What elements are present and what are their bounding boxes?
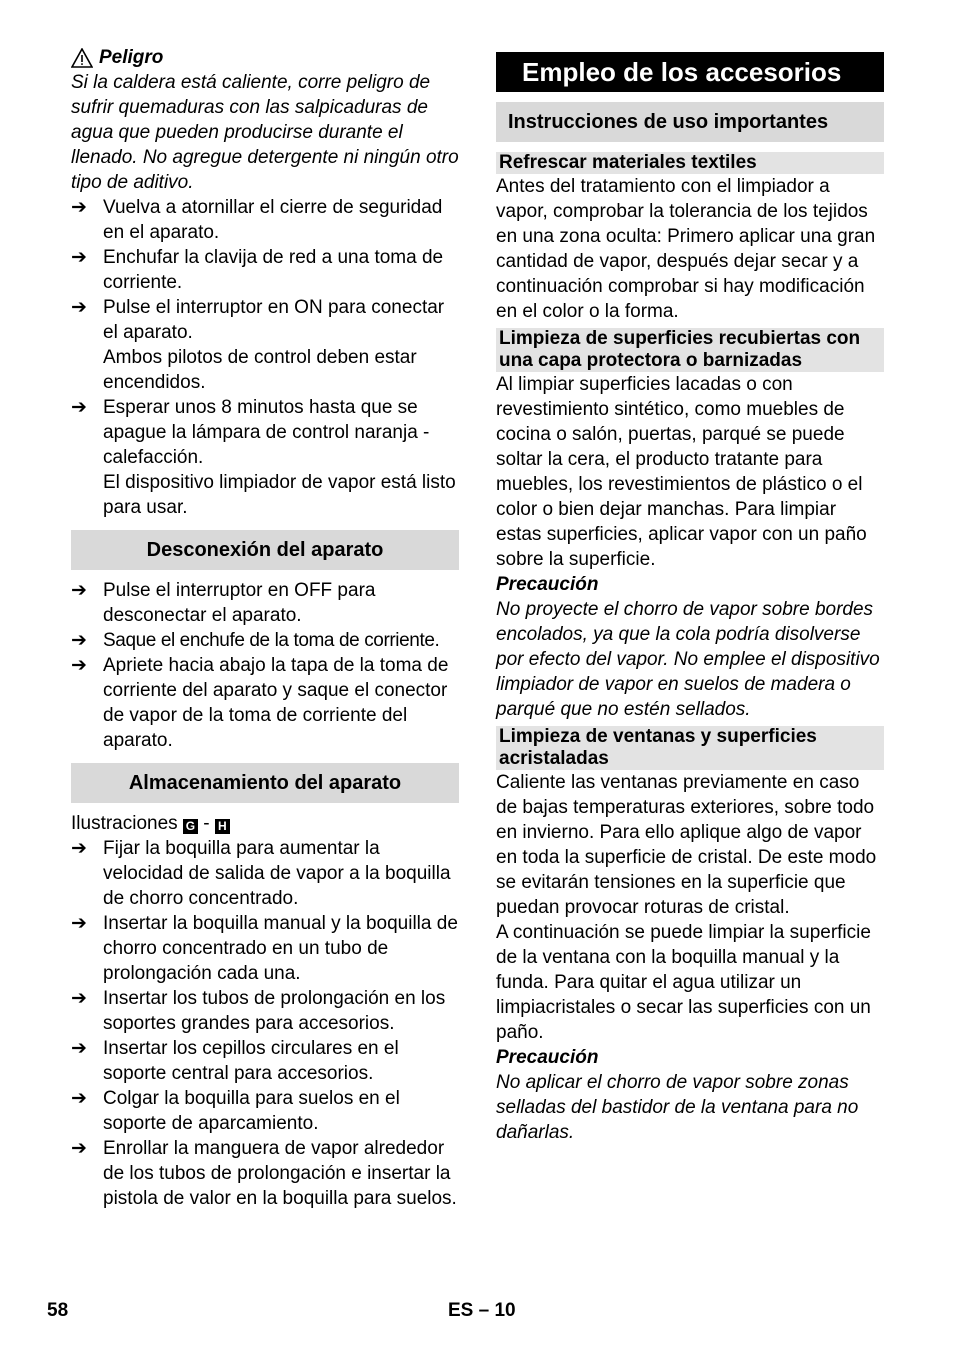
list-item: [71, 653, 459, 753]
arrow-right-icon: ➔: [71, 913, 87, 934]
arrow-right-icon: ➔: [71, 655, 87, 676]
warning-title: Peligro: [99, 47, 164, 68]
list-item: [71, 1036, 459, 1086]
step-text: Saque el enchufe de la toma de corriente.: [103, 630, 440, 651]
caution-text: No aplicar el chorro de vapor sobre zonas selladas del bastidor de la ventana para no dañarlas.: [496, 1072, 859, 1143]
arrow-right-icon: ➔: [71, 297, 87, 318]
step-text: Vuelva a atornillar el cierre de seguridad en el aparato.: [103, 197, 443, 243]
arrow-right-icon: ➔: [71, 197, 87, 218]
list-item: [71, 578, 459, 628]
caution-title: Precaución: [496, 574, 599, 595]
step-text: Pulse el interruptor en ON para conectar el aparato.: [103, 297, 445, 343]
step-text: Colgar la boquilla para suelos en el soporte de aparcamiento.: [103, 1088, 400, 1134]
list-item: [71, 1086, 459, 1136]
arrow-right-icon: ➔: [71, 1038, 87, 1059]
subheading-textiles: Refrescar materiales textiles: [496, 152, 884, 174]
list-item: [71, 245, 459, 295]
section-heading-storage: Almacenamiento del aparato: [71, 763, 459, 803]
list-item: [71, 836, 459, 911]
arrow-right-icon: ➔: [71, 630, 87, 651]
arrow-right-icon: ➔: [71, 1088, 87, 1109]
list-item: [71, 395, 459, 470]
page-label: ES – 10: [448, 1300, 516, 1321]
illustrations-line: [71, 811, 459, 836]
warning-text: Si la caldera está caliente, corre peligro de sufrir quemaduras con las salpicaduras de agua que pueden producirse durante el llenado. No agregue detergente ni ningún otro tipo de aditivo.: [71, 72, 459, 193]
right-column: [496, 45, 884, 1145]
subheading-coated-surfaces: Limpieza de superficies recubiertas con una capa protectora o barnizadas: [496, 328, 884, 372]
arrow-right-icon: ➔: [71, 1138, 87, 1159]
arrow-right-icon: ➔: [71, 397, 87, 418]
list-item: [71, 295, 459, 345]
step-text: Insertar los tubos de prolongación en los soportes grandes para accesorios.: [103, 988, 446, 1034]
arrow-right-icon: ➔: [71, 988, 87, 1009]
warning-triangle-icon: [71, 48, 93, 68]
step-text: Enchufar la clavija de red a una toma de corriente.: [103, 247, 444, 293]
step-text: Apriete hacia abajo la tapa de la toma de corriente del aparato y saque el conector de vapor de la toma de corriente del aparato.: [103, 655, 449, 751]
list-item: [71, 628, 459, 653]
page-number: 58: [47, 1300, 69, 1321]
step-text: Enrollar la manguera de vapor alrededor de los tubos de prolongación e insertar la pistola de valor en la boquilla para suelos.: [103, 1138, 457, 1209]
arrow-right-icon: ➔: [71, 838, 87, 859]
arrow-right-icon: ➔: [71, 247, 87, 268]
step-note: El dispositivo limpiador de vapor está listo para usar.: [103, 472, 456, 518]
paragraph: Antes del tratamiento con el limpiador a vapor, comprobar la tolerancia de los tejidos en una zona oculta: Primero aplicar una gran cantidad de vapor, después dejar secar y a continuación comprobar si hay modificación en el color o la forma.: [496, 176, 876, 322]
step-note: Ambos pilotos de control deben estar encendidos.: [103, 347, 417, 393]
paragraph: Caliente las ventanas previamente en caso de bajas temperaturas exteriores, sobre todo en invierno. Para ello aplique algo de vapor en toda la superficie de cristal. De este modo se evitarán tensiones en la superficie que puedan provocar roturas de cristal.: [496, 772, 877, 918]
illustrations-label: Ilustraciones: [71, 813, 178, 834]
illustration-ref: H: [215, 819, 230, 834]
caution-text: No proyecte el chorro de vapor sobre bordes encolados, ya que la cola podría disolverse por efecto del vapor. No emplee el dispositivo limpiador de vapor en suelos de madera o parqué que no estén sellados.: [496, 599, 880, 720]
left-column: [71, 45, 459, 1211]
step-text: Esperar unos 8 minutos hasta que se apague la lámpara de control naranja - calefacción.: [103, 397, 430, 468]
paragraph: A continuación se puede limpiar la superficie de la ventana con la boquilla manual y la funda. Para quitar el agua utilizar un limpiacristales o secar las superficies con un paño.: [496, 922, 871, 1043]
warning-heading: [71, 45, 459, 70]
list-item: [71, 986, 459, 1036]
subheading-windows: Limpieza de ventanas y superficies acristaladas: [496, 726, 884, 770]
step-text: Insertar la boquilla manual y la boquilla de chorro concentrado en un tubo de prolongación cada una.: [103, 913, 458, 984]
step-text: Fijar la boquilla para aumentar la velocidad de salida de vapor a la boquilla de chorro concentrado.: [103, 838, 451, 909]
list-item: [71, 911, 459, 986]
paragraph: Al limpiar superficies lacadas o con revestimiento sintético, como muebles de cocina o salón, puertas, parqué se puede soltar la cera, el producto tratante para muebles, los revestimientos de plástico o el color o bien dejar manchas. Para limpiar estas superficies, aplicar vapor con un paño sobre la superficie.: [496, 374, 867, 570]
step-text: Insertar los cepillos circulares en el soporte central para accesorios.: [103, 1038, 399, 1084]
list-item: [71, 1136, 459, 1211]
list-item: [71, 195, 459, 245]
page-title: Empleo de los accesorios: [496, 52, 884, 92]
illustration-ref: G: [183, 819, 198, 834]
step-text: Pulse el interruptor en OFF para desconectar el aparato.: [103, 580, 376, 626]
illustration-sep: -: [203, 813, 210, 834]
caution-title: Precaución: [496, 1047, 599, 1068]
section-heading-instructions: Instrucciones de uso importantes: [496, 102, 884, 142]
section-heading-disconnect: Desconexión del aparato: [71, 530, 459, 570]
arrow-right-icon: ➔: [71, 580, 87, 601]
